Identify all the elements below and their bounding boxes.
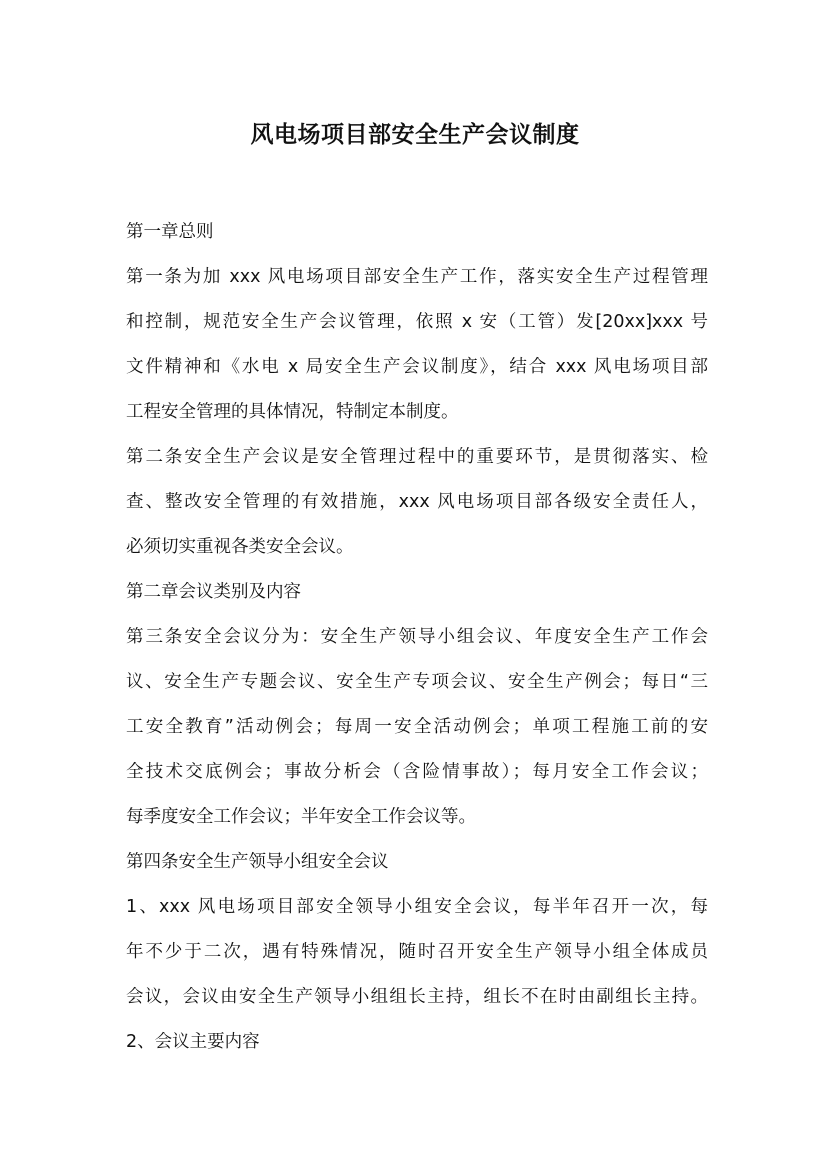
text-line: 必须切实重视各类安全会议。 [126,537,354,557]
text-line: 第四条安全生产领导小组安全会议 [126,852,389,872]
text-line: 第二章会议类别及内容 [126,582,301,602]
text-line: 第一章总则 [126,222,214,242]
document-title: 风电场项目部安全生产会议制度 [250,122,580,148]
text-line: 议、安全生产专题会议、安全生产专项会议、安全生产例会；每日“三 [126,672,708,692]
text-line: 2、会议主要内容 [126,1032,260,1052]
text-line: 会议，会议由安全生产领导小组组长主持，组长不在时由副组长主持。 [126,987,708,1007]
text-line: 工安全教育”活动例会；每周一安全活动例会；单项工程施工前的安 [126,717,708,737]
text-line: 每季度安全工作会议；半年安全工作会议等。 [126,807,476,827]
document-body [126,210,708,1065]
text-line: 1、xxx 风电场项目部安全领导小组安全会议，每半年召开一次，每 [126,897,708,917]
text-line: 年不少于二次，遇有特殊情况，随时召开安全生产领导小组全体成员 [126,942,708,962]
text-line: 和控制，规范安全生产会议管理，依照 x 安（工管）发[20xx]xxx 号 [126,312,708,332]
text-line: 全技术交底例会；事故分析会（含险情事故）；每月安全工作会议； [126,762,708,782]
text-line: 文件精神和《水电 x 局安全生产会议制度》，结合 xxx 风电场项目部 [126,357,708,377]
text-line: 第二条安全生产会议是安全管理过程中的重要环节，是贯彻落实、检 [126,447,708,467]
text-line: 工程安全管理的具体情况，特制定本制度。 [126,402,459,422]
text-line: 第三条安全会议分为：安全生产领导小组会议、年度安全生产工作会 [126,627,708,647]
text-line: 查、整改安全管理的有效措施，xxx 风电场项目部各级安全责任人， [126,492,708,512]
text-line: 第一条为加 xxx 风电场项目部安全生产工作，落实安全生产过程管理 [126,267,708,287]
